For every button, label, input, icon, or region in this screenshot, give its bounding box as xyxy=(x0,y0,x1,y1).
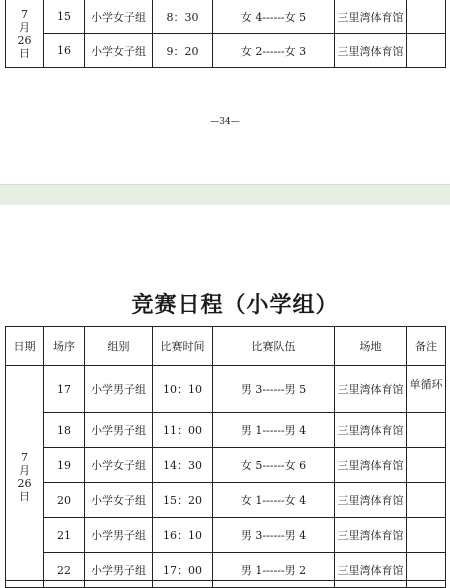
date-month-num: 7 xyxy=(21,7,28,21)
venue-cell: 三里湾体育馆 xyxy=(335,34,407,68)
time-cell: 14：30 xyxy=(153,448,213,483)
group-cell: 小学男子组 xyxy=(85,413,153,448)
seq-cell: 16 xyxy=(44,34,85,68)
note-cell xyxy=(407,413,446,448)
date-month-num: 7 xyxy=(21,450,28,464)
time-cell: 11：00 xyxy=(153,413,213,448)
header-teams: 比赛队伍 xyxy=(213,327,335,366)
header-venue: 场地 xyxy=(335,327,407,366)
seq-cell: 18 xyxy=(44,413,85,448)
time-cell: 9：20 xyxy=(153,34,213,68)
table-header-row xyxy=(6,327,446,366)
time-cell: 10：10 xyxy=(153,366,213,413)
teams-cell: 女 5------女 6 xyxy=(213,448,335,483)
teams-cell: 女 1------女 4 xyxy=(213,483,335,518)
table-row xyxy=(6,366,446,413)
time-cell: 16：10 xyxy=(153,518,213,553)
teams-cell: 男 1------男 2 xyxy=(213,553,335,588)
note-cell xyxy=(407,483,446,518)
teams-cell: 男 3------男 4 xyxy=(213,518,335,553)
seq-cell: 21 xyxy=(44,518,85,553)
note-cell: 单循环 xyxy=(407,366,446,413)
group-cell: 小学女子组 xyxy=(85,448,153,483)
venue-cell: 三里湾体育馆 xyxy=(335,483,407,518)
date-day-num: 26 xyxy=(17,476,32,490)
venue-cell: 三里湾体育馆 xyxy=(335,413,407,448)
date-cell xyxy=(6,0,44,68)
header-seq: 场序 xyxy=(44,327,85,366)
teams-cell: 男 1------男 4 xyxy=(213,413,335,448)
group-cell: 小学男子组 xyxy=(85,518,153,553)
teams-cell: 男 3------男 5 xyxy=(213,366,335,413)
group-cell: 小学男子组 xyxy=(85,366,153,413)
date-day-char: 日 xyxy=(19,489,30,503)
date-cell xyxy=(6,366,44,588)
venue-cell: 三里湾体育馆 xyxy=(335,0,407,34)
venue-cell: 三里湾体育馆 xyxy=(335,448,407,483)
top-schedule-table xyxy=(5,0,446,68)
table-row xyxy=(6,483,446,518)
header-note: 备注 xyxy=(407,327,446,366)
schedule-table xyxy=(5,326,446,588)
time-cell: 8：30 xyxy=(153,0,213,34)
table-continuation-border xyxy=(5,580,445,584)
teams-cell: 女 4------女 5 xyxy=(213,0,335,34)
date-month-char: 月 xyxy=(19,463,30,477)
table-row xyxy=(6,518,446,553)
page-title: 竞赛日程（小学组） xyxy=(131,293,339,318)
venue-cell: 三里湾体育馆 xyxy=(335,518,407,553)
time-cell: 17：00 xyxy=(153,553,213,588)
note-cell xyxy=(407,448,446,483)
table-row xyxy=(6,0,446,34)
group-cell: 小学女子组 xyxy=(85,483,153,518)
time-cell: 15：20 xyxy=(153,483,213,518)
venue-cell: 三里湾体育馆 xyxy=(335,366,407,413)
header-date: 日期 xyxy=(6,327,44,366)
seq-cell: 22 xyxy=(44,553,85,588)
table-row xyxy=(6,34,446,68)
table-row xyxy=(6,413,446,448)
date-day-char: 日 xyxy=(19,46,30,60)
header-group: 组别 xyxy=(85,327,153,366)
seq-cell: 17 xyxy=(44,366,85,413)
note-cell xyxy=(407,0,446,34)
group-cell: 小学女子组 xyxy=(85,34,153,68)
table-row xyxy=(6,448,446,483)
note-cell xyxy=(407,34,446,68)
teams-cell: 女 2------女 3 xyxy=(213,34,335,68)
seq-cell: 20 xyxy=(44,483,85,518)
header-time: 比赛时间 xyxy=(153,327,213,366)
venue-cell: 三里湾体育馆 xyxy=(335,553,407,588)
note-cell xyxy=(407,518,446,553)
group-cell: 小学女子组 xyxy=(85,0,153,34)
page-separator xyxy=(0,184,450,205)
seq-cell: 15 xyxy=(44,0,85,34)
date-month-char: 月 xyxy=(19,20,30,34)
date-day-num: 26 xyxy=(17,33,32,47)
seq-cell: 19 xyxy=(44,448,85,483)
page-number: —34— xyxy=(210,117,240,127)
group-cell: 小学男子组 xyxy=(85,553,153,588)
